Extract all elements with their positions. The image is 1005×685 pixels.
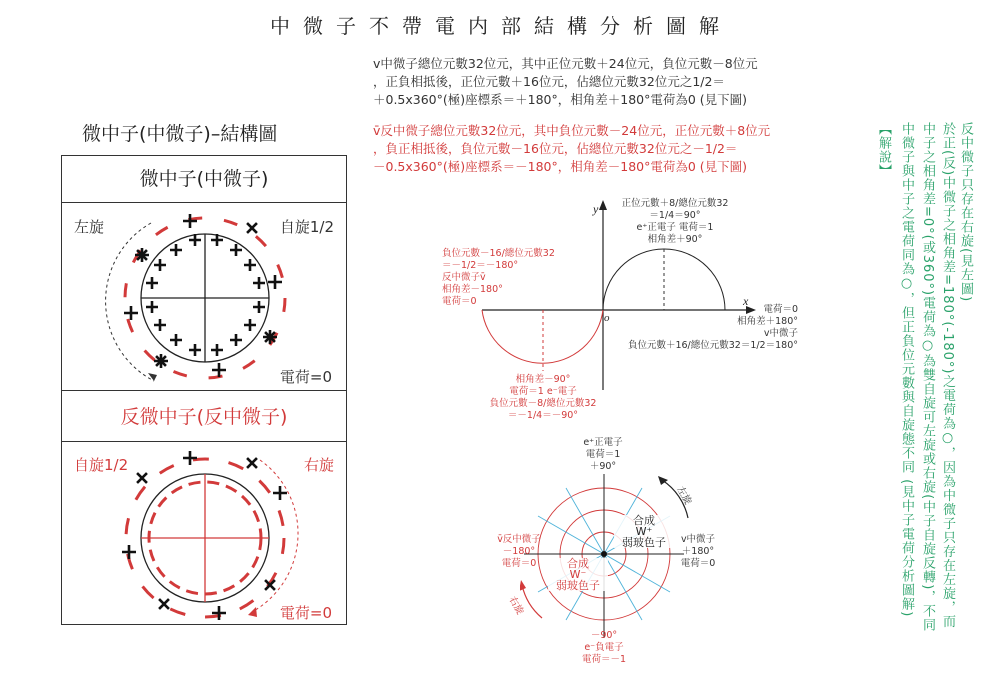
text-line: v̄反中微子總位元數32位元，其中負位元數－24位元，正位元數＋8位元 bbox=[373, 123, 771, 138]
origin-label: o bbox=[604, 312, 610, 324]
label-line: 合成 bbox=[633, 514, 655, 527]
x-axis-label: x bbox=[743, 294, 749, 308]
label-line: 電荷＝1 e⁻電子 bbox=[509, 386, 577, 397]
cartesian-right-label bbox=[612, 304, 798, 352]
label-line: 弱玻色子 bbox=[556, 579, 600, 592]
label-line: 電荷＝－1 bbox=[581, 654, 627, 665]
explanation-column-3: 中子之相角差=0°(或360°)電荷為○為雙自旋可左旋或右旋(中子自旋反轉)，不同 bbox=[920, 122, 935, 633]
label-line: 反中微子v̄ bbox=[442, 272, 486, 283]
label-line: W⁻ bbox=[569, 568, 587, 581]
antineutrino-header: 反微中子(反中微子) bbox=[62, 390, 346, 442]
polar-left-rotation-label: 左旋 bbox=[674, 484, 694, 507]
neutrino-rotation-label: 左旋 bbox=[74, 218, 105, 236]
label-line: 電荷＝0 bbox=[763, 304, 798, 315]
label-line: 相角差＋90° bbox=[647, 234, 703, 245]
w-plus-boson-label bbox=[614, 515, 674, 548]
label-line: 相角差－180° bbox=[442, 284, 503, 295]
explanation-column-1: 反中微子只存在右旋(見左圖) bbox=[958, 122, 973, 303]
label-line: v中微子 bbox=[763, 328, 798, 339]
page-title: 中微子不帶電内部結構分析圖解 bbox=[270, 14, 732, 38]
polar-left-label bbox=[487, 534, 551, 570]
label-line: v中微子 bbox=[680, 534, 716, 545]
cartesian-bottom-label bbox=[478, 374, 608, 422]
label-line: 負位元數－16/總位元數32 bbox=[442, 248, 555, 259]
label-line: v̄反中微子 bbox=[497, 534, 541, 545]
text-line: ，正負相抵後，正位元數＋16位元，佔總位元數32位元之1/2＝ bbox=[373, 74, 725, 89]
label-line: 弱玻色子 bbox=[622, 536, 666, 549]
text-line: ＋0.5x360°(極)座標系＝＋180°，相角差＋180°電荷為0 (見下圖) bbox=[373, 92, 748, 107]
label-line: －90° bbox=[590, 630, 618, 641]
label-line: 電荷＝0 bbox=[680, 558, 716, 569]
antineutrino-charge-label: 電荷=0 bbox=[279, 604, 332, 622]
label-line: ＝1/4＝90° bbox=[649, 210, 701, 221]
label-line: 相角差－90° bbox=[515, 374, 571, 385]
label-line: e⁺正電子 bbox=[583, 437, 623, 448]
label-line: ＋90° bbox=[589, 461, 617, 472]
polar-right-rotation-label: 右旋 bbox=[506, 594, 526, 617]
antineutrino-spin-label: 自旋1/2 bbox=[74, 456, 129, 474]
neutrino-charge-label: 電荷=0 bbox=[279, 368, 332, 386]
w-minus-boson-label bbox=[548, 558, 608, 591]
structure-title: 微中子(中微子)–結構圖 bbox=[82, 123, 278, 145]
explanation-column-2: 於正(反)中微子之相角差=180°(-180°)之電荷為○，因為中微子只存在左旋，而 bbox=[940, 122, 955, 629]
label-line: e⁺正電子 電荷＝1 bbox=[636, 222, 714, 233]
polar-right-label bbox=[670, 534, 726, 570]
label-line: 合成 bbox=[567, 557, 589, 570]
antineutrino-description bbox=[373, 122, 770, 176]
neutrino-structure-diagram bbox=[62, 203, 346, 390]
neutrino-header: 微中子(中微子) bbox=[62, 156, 346, 203]
explanation-heading: 【解說】 bbox=[876, 122, 891, 178]
antineutrino-rotation-label: 右旋 bbox=[303, 456, 334, 474]
label-line: W⁺ bbox=[635, 525, 653, 538]
text-line: －0.5x360°(極)座標系＝－180°，相角差－180°電荷為0 (見下圖) bbox=[373, 159, 748, 174]
label-line: 負位元數－8/總位元數32 bbox=[489, 398, 597, 409]
structure-panel bbox=[61, 155, 347, 625]
label-line: ＝－1/2＝－180° bbox=[442, 260, 519, 271]
polar-bottom-label bbox=[574, 630, 634, 666]
label-line: ＋180° bbox=[681, 546, 715, 557]
text-line: v中微子總位元數32位元，其中正位元數＋24位元，負位元數－8位元 bbox=[373, 56, 758, 71]
label-line: ＝－1/4＝－90° bbox=[507, 410, 579, 421]
label-line: －180° bbox=[502, 546, 536, 557]
y-axis-label: y bbox=[593, 202, 599, 216]
label-line: 相角差＋180° bbox=[737, 316, 798, 327]
label-line: 電荷＝0 bbox=[442, 296, 477, 307]
label-line: 正位元數＋8/總位元數32 bbox=[621, 198, 729, 209]
explanation-column-4: 中微子與中子之電荷同為○，但正負位元數與自旋態不同 (見中子電荷分析圖解) bbox=[899, 122, 914, 618]
cartesian-top-label bbox=[600, 198, 750, 246]
text-line: ，負正相抵後，負位元數－16位元，佔總位元數32位元之－1/2＝ bbox=[373, 141, 738, 156]
neutrino-description bbox=[373, 55, 758, 109]
neutrino-spin-label: 自旋1/2 bbox=[279, 218, 334, 236]
label-line: 電荷＝0 bbox=[501, 558, 537, 569]
label-line: e⁻負電子 bbox=[584, 642, 624, 653]
label-line: 電荷＝1 bbox=[585, 449, 621, 460]
antineutrino-structure-diagram bbox=[62, 442, 346, 624]
label-line: 負位元數＋16/總位元數32＝1/2＝180° bbox=[627, 340, 798, 351]
polar-top-label bbox=[568, 437, 638, 473]
cartesian-left-label bbox=[442, 248, 555, 308]
